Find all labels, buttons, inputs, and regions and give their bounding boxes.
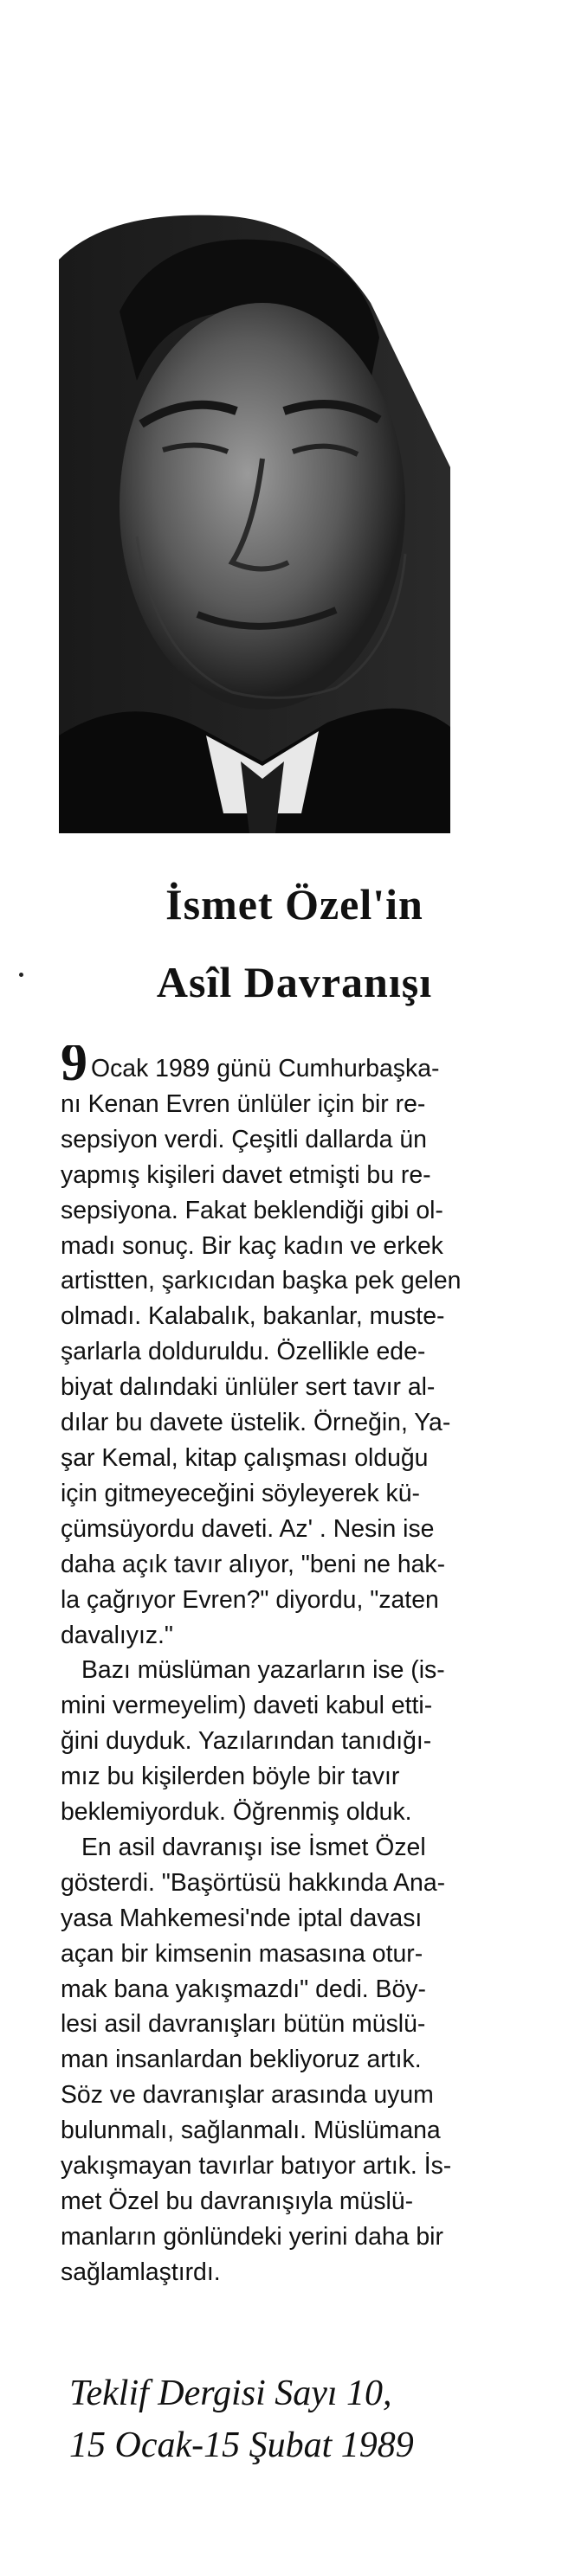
article-line xyxy=(61,1045,528,1087)
article-line: gösterdi. "Başörtüsü hakkında Ana- xyxy=(61,1868,446,1897)
article-line: manların gönlündeki yerini daha bir xyxy=(61,2222,443,2251)
article-line: man insanlardan bekliyoruz artık. xyxy=(61,2046,422,2074)
source-caption xyxy=(69,2367,554,2471)
author-photo xyxy=(59,208,450,833)
article-line: davalıyız." xyxy=(61,1621,174,1649)
article-headline xyxy=(52,865,537,1021)
article-line: yasa Mahkemesi'nde iptal davası xyxy=(61,1904,423,1932)
article-line: çümsüyordu daveti. Az' . Nesin ise xyxy=(61,1514,435,1543)
print-speck xyxy=(19,973,23,977)
portrait-illustration xyxy=(59,208,450,833)
article-line: mini vermeyelim) daveti kabul etti- xyxy=(61,1692,433,1720)
article-line-text: Ocak 1989 günü Cumhurbaşka- xyxy=(91,1055,440,1082)
article-line: Bazı müslüman yazarların ise (is- xyxy=(81,1656,445,1685)
caption-line-1: Teklif Dergisi Sayı 10, xyxy=(69,2374,392,2413)
article-line: sağlamlaştırdı. xyxy=(61,2258,221,2286)
article-line: açan bir kimsenin masasına otur- xyxy=(61,1939,423,1968)
article-line: olmadı. Kalabalık, bakanlar, muste- xyxy=(61,1302,445,1331)
article-body xyxy=(61,1045,528,2290)
headline-line-2: Asîl Davranışı xyxy=(156,958,433,1006)
article-line: sepsiyona. Fakat beklendiği gibi ol- xyxy=(61,1196,443,1224)
article-line: la çağrıyor Evren?" diyordu, "zaten xyxy=(61,1585,439,1614)
article-line: yapmış kişileri davet etmişti bu re- xyxy=(61,1160,431,1189)
article-line: mız bu kişilerden böyle bir tavır xyxy=(61,1763,400,1791)
article-line: için gitmeyeceğini söyleyerek kü- xyxy=(61,1479,420,1507)
article-line: şarlarla dolduruldu. Özellikle ede- xyxy=(61,1338,426,1366)
article-line: lesi asil davranışları bütün müslü- xyxy=(61,2010,426,2039)
article-line: bulunmalı, sağlanmalı. Müslümana xyxy=(61,2117,441,2145)
article-line: beklemiyorduk. Öğrenmiş olduk. xyxy=(61,1798,412,1827)
article-line: artistten, şarkıcıdan başka pek gelen xyxy=(61,1267,462,1295)
drop-cap: 9 xyxy=(61,1045,87,1087)
article-line: madı sonuç. Bir kaç kadın ve erkek xyxy=(61,1231,443,1260)
article-line: yakışmayan tavırlar batıyor artık. İs- xyxy=(61,2152,452,2181)
article-line: met Özel bu davranışıyla müslü- xyxy=(61,2187,414,2215)
article-line: daha açık tavır alıyor, "beni ne hak- xyxy=(61,1550,446,1578)
article-line: Söz ve davranışlar arasında uyum xyxy=(61,2081,434,2110)
article-line: biyat dalındaki ünlüler sert tavır al- xyxy=(61,1373,436,1402)
article-line: ğini duyduk. Yazılarından tanıdığı- xyxy=(61,1727,432,1756)
headline-line-1: İsmet Özel'in xyxy=(165,880,423,928)
article-line: En asil davranışı ise İsmet Özel xyxy=(81,1833,426,1861)
article-line: sepsiyon verdi. Çeşitli dallarda ün xyxy=(61,1125,427,1153)
article-line: şar Kemal, kitap çalışması olduğu xyxy=(61,1443,429,1472)
article-line: mak bana yakışmazdı" dedi. Böy- xyxy=(61,1975,426,2003)
caption-line-2: 15 Ocak-15 Şubat 1989 xyxy=(69,2425,414,2465)
article-line: nı Kenan Evren ünlüler için bir re- xyxy=(61,1089,426,1118)
article-line: dılar bu davete üstelik. Örneğin, Ya- xyxy=(61,1409,451,1437)
